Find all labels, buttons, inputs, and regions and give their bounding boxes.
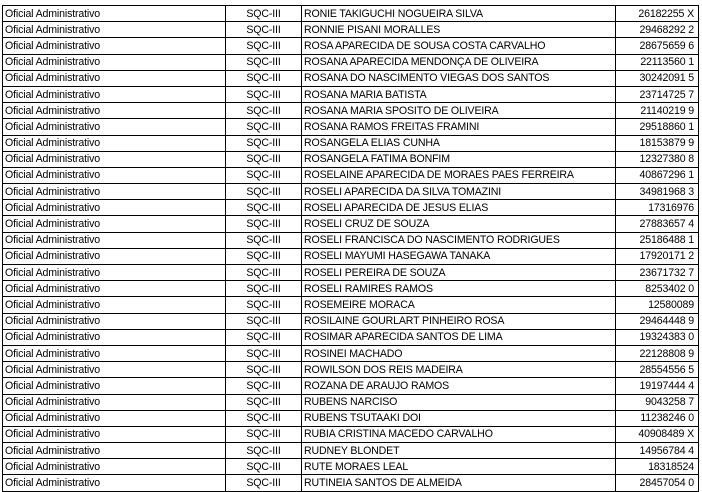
cell-quadro: SQC-III	[226, 410, 302, 426]
cell-quadro: SQC-III	[226, 6, 302, 22]
cell-quadro: SQC-III	[226, 443, 302, 459]
cell-rg: 23671732 7	[616, 265, 699, 281]
table-row	[3, 410, 699, 426]
cell-nome: ROSELI FRANCISCA DO NASCIMENTO RODRIGUES	[302, 232, 616, 248]
cell-quadro: SQC-III	[226, 281, 302, 297]
cell-nome: ROSELI CRUZ DE SOUZA	[302, 216, 616, 232]
cell-nome: ROSELAINE APARECIDA DE MORAES PAES FERREIRA	[302, 167, 616, 183]
table-row	[3, 443, 699, 459]
cell-quadro: SQC-III	[226, 22, 302, 38]
table-row	[3, 362, 699, 378]
cell-quadro: SQC-III	[226, 70, 302, 86]
cell-cargo: Oficial Administrativo	[3, 410, 226, 426]
table-row	[3, 378, 699, 394]
cell-cargo: Oficial Administrativo	[3, 281, 226, 297]
table-row	[3, 248, 699, 264]
cell-rg: 18318524	[616, 459, 699, 475]
cell-nome: RONNIE PISANI MORALLES	[302, 22, 616, 38]
cell-nome: RUDNEY BLONDET	[302, 443, 616, 459]
cell-rg: 12327380 8	[616, 151, 699, 167]
cell-cargo: Oficial Administrativo	[3, 329, 226, 345]
cell-quadro: SQC-III	[226, 265, 302, 281]
cell-quadro: SQC-III	[226, 54, 302, 70]
cell-rg: 17316976	[616, 200, 699, 216]
cell-quadro: SQC-III	[226, 475, 302, 491]
cell-cargo: Oficial Administrativo	[3, 426, 226, 442]
cell-cargo: Oficial Administrativo	[3, 378, 226, 394]
cell-cargo: Oficial Administrativo	[3, 54, 226, 70]
cell-nome: ROSELI APARECIDA DE JESUS ELIAS	[302, 200, 616, 216]
cell-rg: 12580089	[616, 297, 699, 313]
table-row	[3, 38, 699, 54]
cell-rg: 29518860 1	[616, 119, 699, 135]
cell-nome: ROWILSON DOS REIS MADEIRA	[302, 362, 616, 378]
cell-rg: 17920171 2	[616, 248, 699, 264]
cell-quadro: SQC-III	[226, 103, 302, 119]
cell-rg: 11238246 0	[616, 410, 699, 426]
cell-nome: ROSINEI MACHADO	[302, 345, 616, 361]
cell-cargo: Oficial Administrativo	[3, 184, 226, 200]
cell-quadro: SQC-III	[226, 378, 302, 394]
cell-nome: ROSELI PEREIRA DE SOUZA	[302, 265, 616, 281]
cell-cargo: Oficial Administrativo	[3, 38, 226, 54]
cell-quadro: SQC-III	[226, 167, 302, 183]
cell-quadro: SQC-III	[226, 119, 302, 135]
table-row	[3, 313, 699, 329]
cell-cargo: Oficial Administrativo	[3, 459, 226, 475]
cell-nome: ROZANA DE ARAUJO RAMOS	[302, 378, 616, 394]
table-row	[3, 281, 699, 297]
table-row	[3, 151, 699, 167]
cell-cargo: Oficial Administrativo	[3, 232, 226, 248]
table-row	[3, 475, 699, 491]
cell-cargo: Oficial Administrativo	[3, 119, 226, 135]
cell-nome: ROSANA MARIA SPOSITO DE OLIVEIRA	[302, 103, 616, 119]
cell-rg: 23714725 7	[616, 86, 699, 102]
cell-rg: 9043258 7	[616, 394, 699, 410]
table-row	[3, 86, 699, 102]
cell-nome: ROSELI RAMIRES RAMOS	[302, 281, 616, 297]
cell-nome: ROSANA MARIA BATISTA	[302, 86, 616, 102]
cell-quadro: SQC-III	[226, 232, 302, 248]
cell-rg: 26182255 X	[616, 6, 699, 22]
cell-rg: 19324383 0	[616, 329, 699, 345]
table-row	[3, 232, 699, 248]
table-row	[3, 135, 699, 151]
cell-cargo: Oficial Administrativo	[3, 345, 226, 361]
cell-rg: 18153879 9	[616, 135, 699, 151]
cell-quadro: SQC-III	[226, 426, 302, 442]
cell-quadro: SQC-III	[226, 184, 302, 200]
cell-nome: ROSILAINE GOURLART PINHEIRO ROSA	[302, 313, 616, 329]
table-row	[3, 200, 699, 216]
cell-nome: ROSANA APARECIDA MENDONÇA DE OLIVEIRA	[302, 54, 616, 70]
cell-quadro: SQC-III	[226, 200, 302, 216]
cell-rg: 19197444 4	[616, 378, 699, 394]
cell-nome: RUTINEIA SANTOS DE ALMEIDA	[302, 475, 616, 491]
cell-rg: 30242091 5	[616, 70, 699, 86]
cell-rg: 22128808 9	[616, 345, 699, 361]
cell-cargo: Oficial Administrativo	[3, 22, 226, 38]
table-row	[3, 426, 699, 442]
cell-quadro: SQC-III	[226, 329, 302, 345]
cell-rg: 28675659 6	[616, 38, 699, 54]
cell-rg: 27883657 4	[616, 216, 699, 232]
cell-nome: ROSIMAR APARECIDA SANTOS DE LIMA	[302, 329, 616, 345]
cell-cargo: Oficial Administrativo	[3, 313, 226, 329]
cell-rg: 29468292 2	[616, 22, 699, 38]
table-row	[3, 22, 699, 38]
table-row	[3, 459, 699, 475]
cell-nome: ROSANGELA FATIMA BONFIM	[302, 151, 616, 167]
cell-quadro: SQC-III	[226, 38, 302, 54]
cell-cargo: Oficial Administrativo	[3, 394, 226, 410]
cell-cargo: Oficial Administrativo	[3, 362, 226, 378]
cell-nome: RUTE MORAES LEAL	[302, 459, 616, 475]
cell-cargo: Oficial Administrativo	[3, 167, 226, 183]
cell-cargo: Oficial Administrativo	[3, 70, 226, 86]
cell-nome: ROSANA DO NASCIMENTO VIEGAS DOS SANTOS	[302, 70, 616, 86]
table-row	[3, 345, 699, 361]
cell-cargo: Oficial Administrativo	[3, 151, 226, 167]
personnel-table	[2, 5, 699, 492]
cell-quadro: SQC-III	[226, 151, 302, 167]
cell-nome: ROSA APARECIDA DE SOUSA COSTA CARVALHO	[302, 38, 616, 54]
table-row	[3, 216, 699, 232]
table-row	[3, 297, 699, 313]
cell-cargo: Oficial Administrativo	[3, 297, 226, 313]
cell-cargo: Oficial Administrativo	[3, 6, 226, 22]
cell-quadro: SQC-III	[226, 248, 302, 264]
table-row	[3, 6, 699, 22]
cell-rg: 29464448 9	[616, 313, 699, 329]
cell-cargo: Oficial Administrativo	[3, 135, 226, 151]
cell-cargo: Oficial Administrativo	[3, 103, 226, 119]
cell-cargo: Oficial Administrativo	[3, 216, 226, 232]
cell-rg: 22113560 1	[616, 54, 699, 70]
table-body	[3, 6, 699, 492]
cell-cargo: Oficial Administrativo	[3, 200, 226, 216]
cell-rg: 25186488 1	[616, 232, 699, 248]
cell-quadro: SQC-III	[226, 313, 302, 329]
cell-cargo: Oficial Administrativo	[3, 443, 226, 459]
cell-cargo: Oficial Administrativo	[3, 475, 226, 491]
cell-cargo: Oficial Administrativo	[3, 248, 226, 264]
table-row	[3, 70, 699, 86]
cell-quadro: SQC-III	[226, 216, 302, 232]
table-row	[3, 329, 699, 345]
table-row	[3, 184, 699, 200]
cell-rg: 28457054 0	[616, 475, 699, 491]
cell-cargo: Oficial Administrativo	[3, 265, 226, 281]
cell-quadro: SQC-III	[226, 394, 302, 410]
cell-nome: ROSANA RAMOS FREITAS FRAMINI	[302, 119, 616, 135]
cell-quadro: SQC-III	[226, 297, 302, 313]
table-row	[3, 54, 699, 70]
cell-nome: RONIE TAKIGUCHI NOGUEIRA SILVA	[302, 6, 616, 22]
table-row	[3, 103, 699, 119]
cell-rg: 14956784 4	[616, 443, 699, 459]
cell-nome: RUBIA CRISTINA MACEDO CARVALHO	[302, 426, 616, 442]
table-row	[3, 265, 699, 281]
cell-rg: 21140219 9	[616, 103, 699, 119]
cell-quadro: SQC-III	[226, 459, 302, 475]
cell-quadro: SQC-III	[226, 362, 302, 378]
cell-rg: 28554556 5	[616, 362, 699, 378]
table-row	[3, 394, 699, 410]
cell-nome: ROSELI MAYUMI HASEGAWA TANAKA	[302, 248, 616, 264]
cell-cargo: Oficial Administrativo	[3, 86, 226, 102]
cell-rg: 8253402 0	[616, 281, 699, 297]
cell-quadro: SQC-III	[226, 86, 302, 102]
cell-quadro: SQC-III	[226, 135, 302, 151]
cell-nome: ROSANGELA ELIAS CUNHA	[302, 135, 616, 151]
cell-rg: 34981968 3	[616, 184, 699, 200]
cell-quadro: SQC-III	[226, 345, 302, 361]
cell-rg: 40867296 1	[616, 167, 699, 183]
cell-rg: 40908489 X	[616, 426, 699, 442]
cell-nome: ROSELI APARECIDA DA SILVA TOMAZINI	[302, 184, 616, 200]
table-row	[3, 167, 699, 183]
cell-nome: ROSEMEIRE MORACA	[302, 297, 616, 313]
table-row	[3, 119, 699, 135]
cell-nome: RUBENS TSUTAAKI DOI	[302, 410, 616, 426]
cell-nome: RUBENS NARCISO	[302, 394, 616, 410]
